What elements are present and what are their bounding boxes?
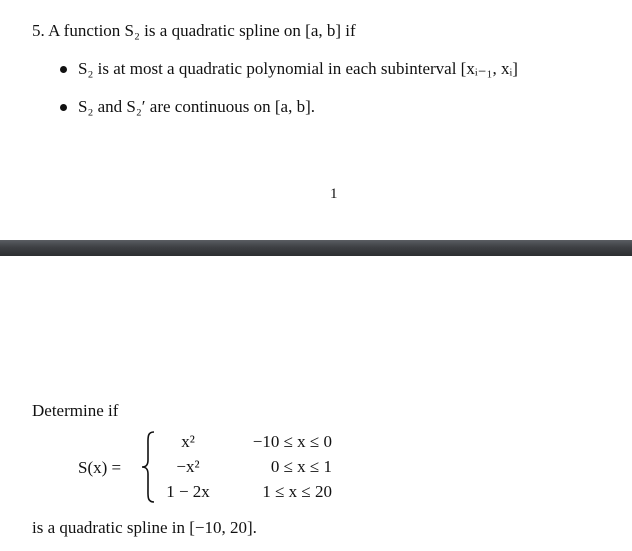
- problem-intro: [32, 20, 356, 42]
- case-domain: 1 ≤ x ≤ 20: [262, 482, 332, 501]
- case-domain: −10 ≤ x ≤ 0: [252, 432, 332, 451]
- problem-intro-text: A function S₂ is a quadratic spline on [a, b] if: [48, 21, 356, 40]
- page-divider: [0, 240, 632, 256]
- page-1: [0, 0, 632, 240]
- case-expr: −x²: [176, 457, 200, 476]
- exercise-prompt: Determine if: [32, 401, 119, 420]
- condition-2: S₂ and S₂′ are continuous on [a, b].: [78, 97, 316, 116]
- case-domain: 0 ≤ x ≤ 1: [270, 457, 332, 476]
- bullet-icon: [60, 104, 67, 111]
- page-number: 1: [330, 186, 338, 202]
- case-expr: x²: [181, 432, 195, 451]
- spline-lhs: S(x) =: [78, 458, 122, 477]
- case-expr: 1 − 2x: [166, 482, 210, 501]
- problem-number: 5.: [32, 21, 45, 40]
- condition-1: S₂ is at most a quadratic polynomial in each subinterval [xᵢ₋₁, xᵢ]: [78, 59, 518, 78]
- exercise-conclusion: is a quadratic spline in [−10, 20].: [32, 518, 257, 537]
- bullet-icon: [60, 66, 67, 73]
- left-brace-icon: [140, 430, 156, 504]
